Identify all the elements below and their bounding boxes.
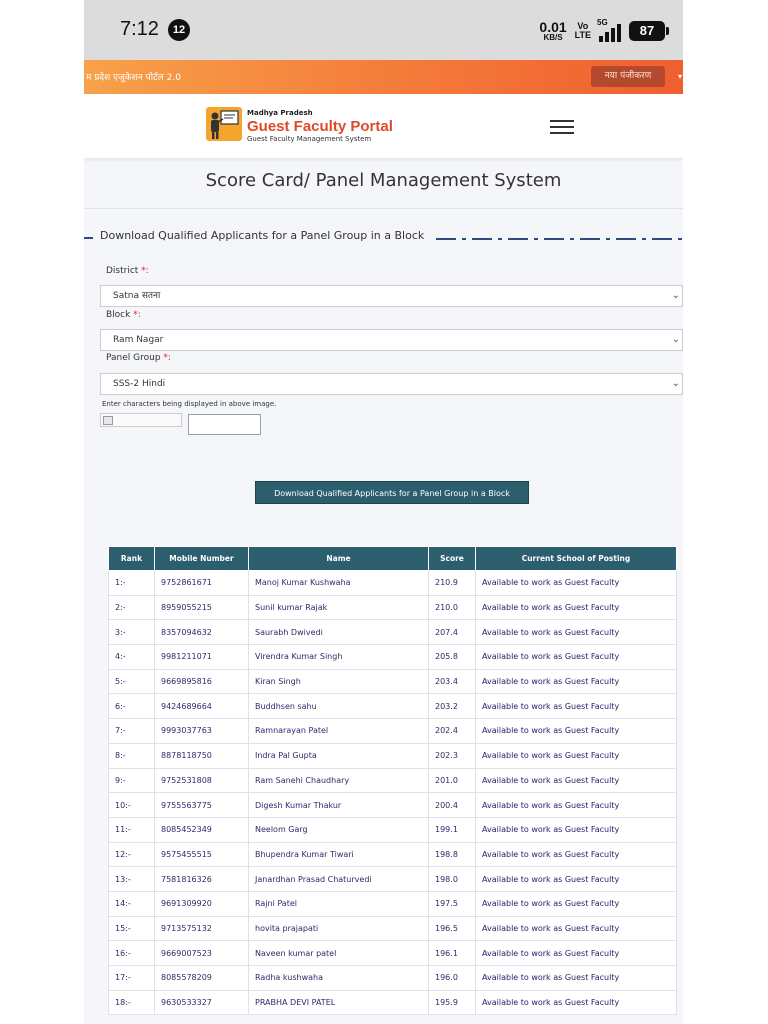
table-row — [109, 620, 677, 645]
status-indicators — [539, 18, 665, 44]
rank-cell: 16:- — [109, 941, 155, 966]
score-cell: 196.5 — [429, 916, 476, 941]
school-posting-cell: Available to work as Guest Faculty — [476, 694, 677, 719]
score-cell: 210.0 — [429, 595, 476, 620]
rank-cell: 15:- — [109, 916, 155, 941]
school-posting-cell: Available to work as Guest Faculty — [476, 571, 677, 596]
school-posting-cell: Available to work as Guest Faculty — [476, 595, 677, 620]
table-row — [109, 867, 677, 892]
legend-line-right — [436, 238, 683, 240]
score-cell: 210.9 — [429, 571, 476, 596]
table-row — [109, 768, 677, 793]
rank-cell: 13:- — [109, 867, 155, 892]
divider — [84, 208, 683, 209]
block-label: Block *: — [106, 310, 141, 320]
network-speed — [539, 20, 566, 42]
school-posting-cell: Available to work as Guest Faculty — [476, 990, 677, 1015]
district-select[interactable] — [100, 285, 683, 307]
mobile-number-cell: 9630533327 — [155, 990, 249, 1015]
browser-viewport — [84, 0, 683, 1024]
name-cell: Indra Pal Gupta — [249, 743, 429, 768]
name-cell: Sunil kumar Rajak — [249, 595, 429, 620]
menu-icon[interactable] — [550, 120, 574, 134]
table-row — [109, 595, 677, 620]
name-cell: Virendra Kumar Singh — [249, 645, 429, 670]
score-cell: 195.9 — [429, 990, 476, 1015]
download-qualified-applicants-button[interactable]: Download Qualified Applicants for a Panel Group in a Block — [255, 481, 529, 504]
name-cell: Digesh Kumar Thakur — [249, 793, 429, 818]
school-posting-cell: Available to work as Guest Faculty — [476, 916, 677, 941]
table-row — [109, 941, 677, 966]
chevron-down-icon: ⌄ — [671, 378, 680, 389]
district-selected-value: Satna सतना — [113, 291, 161, 301]
rank-cell: 3:- — [109, 620, 155, 645]
school-posting-cell: Available to work as Guest Faculty — [476, 669, 677, 694]
mobile-number-cell: 7581816326 — [155, 867, 249, 892]
school-posting-cell: Available to work as Guest Faculty — [476, 966, 677, 991]
results-table — [108, 546, 676, 1015]
chevron-down-icon[interactable]: ▾ — [677, 72, 682, 81]
table-row — [109, 571, 677, 596]
mobile-number-cell: 9752861671 — [155, 571, 249, 596]
site-header — [84, 94, 683, 158]
rank-cell: 18:- — [109, 990, 155, 1015]
rank-cell: 5:- — [109, 669, 155, 694]
school-posting-cell: Available to work as Guest Faculty — [476, 620, 677, 645]
school-posting-cell: Available to work as Guest Faculty — [476, 719, 677, 744]
captcha-input[interactable] — [188, 414, 261, 435]
name-cell: Janardhan Prasad Chaturvedi — [249, 867, 429, 892]
teacher-board-icon — [206, 107, 242, 141]
rank-cell: 7:- — [109, 719, 155, 744]
mobile-number-cell: 9691309920 — [155, 891, 249, 916]
name-cell: Naveen kumar patel — [249, 941, 429, 966]
score-cell: 203.2 — [429, 694, 476, 719]
table-row — [109, 669, 677, 694]
logo-state-name: Madhya Pradesh — [247, 109, 313, 117]
rank-cell: 6:- — [109, 694, 155, 719]
volte-indicator — [575, 22, 591, 40]
table-header-row — [109, 547, 677, 571]
rank-cell: 14:- — [109, 891, 155, 916]
captcha-image — [100, 413, 182, 427]
section-legend — [84, 229, 683, 245]
column-header-rank: Rank — [109, 547, 155, 571]
district-label: District *: — [106, 266, 149, 276]
chevron-down-icon: ⌄ — [671, 334, 680, 345]
mobile-number-cell: 8357094632 — [155, 620, 249, 645]
portal-top-bar — [84, 60, 683, 94]
name-cell: Saurabh Dwivedi — [249, 620, 429, 645]
name-cell: Buddhsen sahu — [249, 694, 429, 719]
score-cell: 196.0 — [429, 966, 476, 991]
rank-cell: 4:- — [109, 645, 155, 670]
column-header-score: Score — [429, 547, 476, 571]
rank-cell: 11:- — [109, 817, 155, 842]
score-cell: 201.0 — [429, 768, 476, 793]
block-selected-value: Ram Nagar — [113, 335, 164, 345]
rank-cell: 1:- — [109, 571, 155, 596]
panel-group-selected-value: SSS-2 Hindi — [113, 379, 166, 389]
school-posting-cell: Available to work as Guest Faculty — [476, 842, 677, 867]
name-cell: hovita prajapati — [249, 916, 429, 941]
mobile-number-cell: 8959055215 — [155, 595, 249, 620]
score-cell: 203.4 — [429, 669, 476, 694]
rank-cell: 8:- — [109, 743, 155, 768]
score-cell: 205.8 — [429, 645, 476, 670]
mobile-number-cell: 8085578209 — [155, 966, 249, 991]
panel-group-select[interactable] — [100, 373, 683, 395]
table-row — [109, 842, 677, 867]
mobile-number-cell: 9575455515 — [155, 842, 249, 867]
name-cell: Ram Sanehi Chaudhary — [249, 768, 429, 793]
score-cell: 198.0 — [429, 867, 476, 892]
page-title: Score Card/ Panel Management System — [205, 170, 562, 191]
captcha-hint: Enter characters being displayed in above image. — [102, 400, 277, 408]
portal-logo[interactable] — [247, 109, 393, 144]
score-cell: 199.1 — [429, 817, 476, 842]
table-row — [109, 694, 677, 719]
rank-cell: 2:- — [109, 595, 155, 620]
name-cell: Radha kushwaha — [249, 966, 429, 991]
legend-line-left — [84, 237, 93, 239]
name-cell: Neelom Garg — [249, 817, 429, 842]
name-cell: PRABHA DEVI PATEL — [249, 990, 429, 1015]
table-row — [109, 916, 677, 941]
network-speed-value: 0.01 — [539, 19, 567, 35]
rank-cell: 12:- — [109, 842, 155, 867]
column-header-mobile: Mobile Number — [155, 547, 249, 571]
volte-bottom: LTE — [574, 30, 591, 40]
mobile-number-cell: 9713575132 — [155, 916, 249, 941]
school-posting-cell: Available to work as Guest Faculty — [476, 941, 677, 966]
panel-group-label: Panel Group *: — [106, 353, 171, 363]
network-type: 5G — [597, 18, 608, 27]
new-registration-button[interactable]: नया पंजीकरण — [591, 66, 665, 87]
rank-cell: 17:- — [109, 966, 155, 991]
mobile-number-cell: 9752531808 — [155, 768, 249, 793]
name-cell: Manoj Kumar Kushwaha — [249, 571, 429, 596]
school-posting-cell: Available to work as Guest Faculty — [476, 743, 677, 768]
school-posting-cell: Available to work as Guest Faculty — [476, 768, 677, 793]
chevron-down-icon: ⌄ — [671, 290, 680, 301]
score-cell: 202.4 — [429, 719, 476, 744]
school-posting-cell: Available to work as Guest Faculty — [476, 891, 677, 916]
mobile-number-cell: 9424689664 — [155, 694, 249, 719]
table-row — [109, 817, 677, 842]
mobile-number-cell: 8878118750 — [155, 743, 249, 768]
mobile-number-cell: 9993037763 — [155, 719, 249, 744]
score-cell: 202.3 — [429, 743, 476, 768]
notification-count-badge: 12 — [168, 19, 190, 41]
table-row — [109, 966, 677, 991]
table-row — [109, 719, 677, 744]
mobile-number-cell: 9669895816 — [155, 669, 249, 694]
battery-icon: 87 — [629, 21, 665, 41]
school-posting-cell: Available to work as Guest Faculty — [476, 817, 677, 842]
mobile-number-cell: 9981211071 — [155, 645, 249, 670]
score-cell: 196.1 — [429, 941, 476, 966]
network-speed-unit: KB/S — [543, 33, 563, 42]
volte-top: Vo — [577, 21, 589, 31]
column-header-school: Current School of Posting — [476, 547, 677, 571]
signal-icon — [599, 20, 621, 42]
school-posting-cell: Available to work as Guest Faculty — [476, 867, 677, 892]
school-posting-cell: Available to work as Guest Faculty — [476, 793, 677, 818]
score-cell: 197.5 — [429, 891, 476, 916]
name-cell: Kiran Singh — [249, 669, 429, 694]
column-header-name: Name — [249, 547, 429, 571]
table-row — [109, 990, 677, 1015]
status-time: 7:12 — [120, 18, 159, 40]
mobile-number-cell: 9669007523 — [155, 941, 249, 966]
name-cell: Ramnarayan Patel — [249, 719, 429, 744]
rank-cell: 9:- — [109, 768, 155, 793]
score-cell: 198.8 — [429, 842, 476, 867]
table-row — [109, 743, 677, 768]
mobile-number-cell: 9755563775 — [155, 793, 249, 818]
table-row — [109, 645, 677, 670]
broken-image-icon — [103, 416, 113, 425]
name-cell: Rajni Patel — [249, 891, 429, 916]
table-body — [109, 571, 677, 1015]
table-row — [109, 891, 677, 916]
portal-name-text: म प्रदेश एजुकेशन पोर्टल 2.0 — [86, 73, 181, 83]
school-posting-cell: Available to work as Guest Faculty — [476, 645, 677, 670]
score-cell: 200.4 — [429, 793, 476, 818]
name-cell: Bhupendra Kumar Tiwari — [249, 842, 429, 867]
logo-subtitle: Guest Faculty Management System — [247, 135, 372, 143]
table-row — [109, 793, 677, 818]
status-bar — [84, 0, 683, 60]
mobile-number-cell: 8085452349 — [155, 817, 249, 842]
logo-title: Guest Faculty Portal — [247, 118, 393, 135]
score-cell: 207.4 — [429, 620, 476, 645]
rank-cell: 10:- — [109, 793, 155, 818]
section-title: Download Qualified Applicants for a Panel Group in a Block — [100, 229, 425, 242]
block-select[interactable] — [100, 329, 683, 351]
